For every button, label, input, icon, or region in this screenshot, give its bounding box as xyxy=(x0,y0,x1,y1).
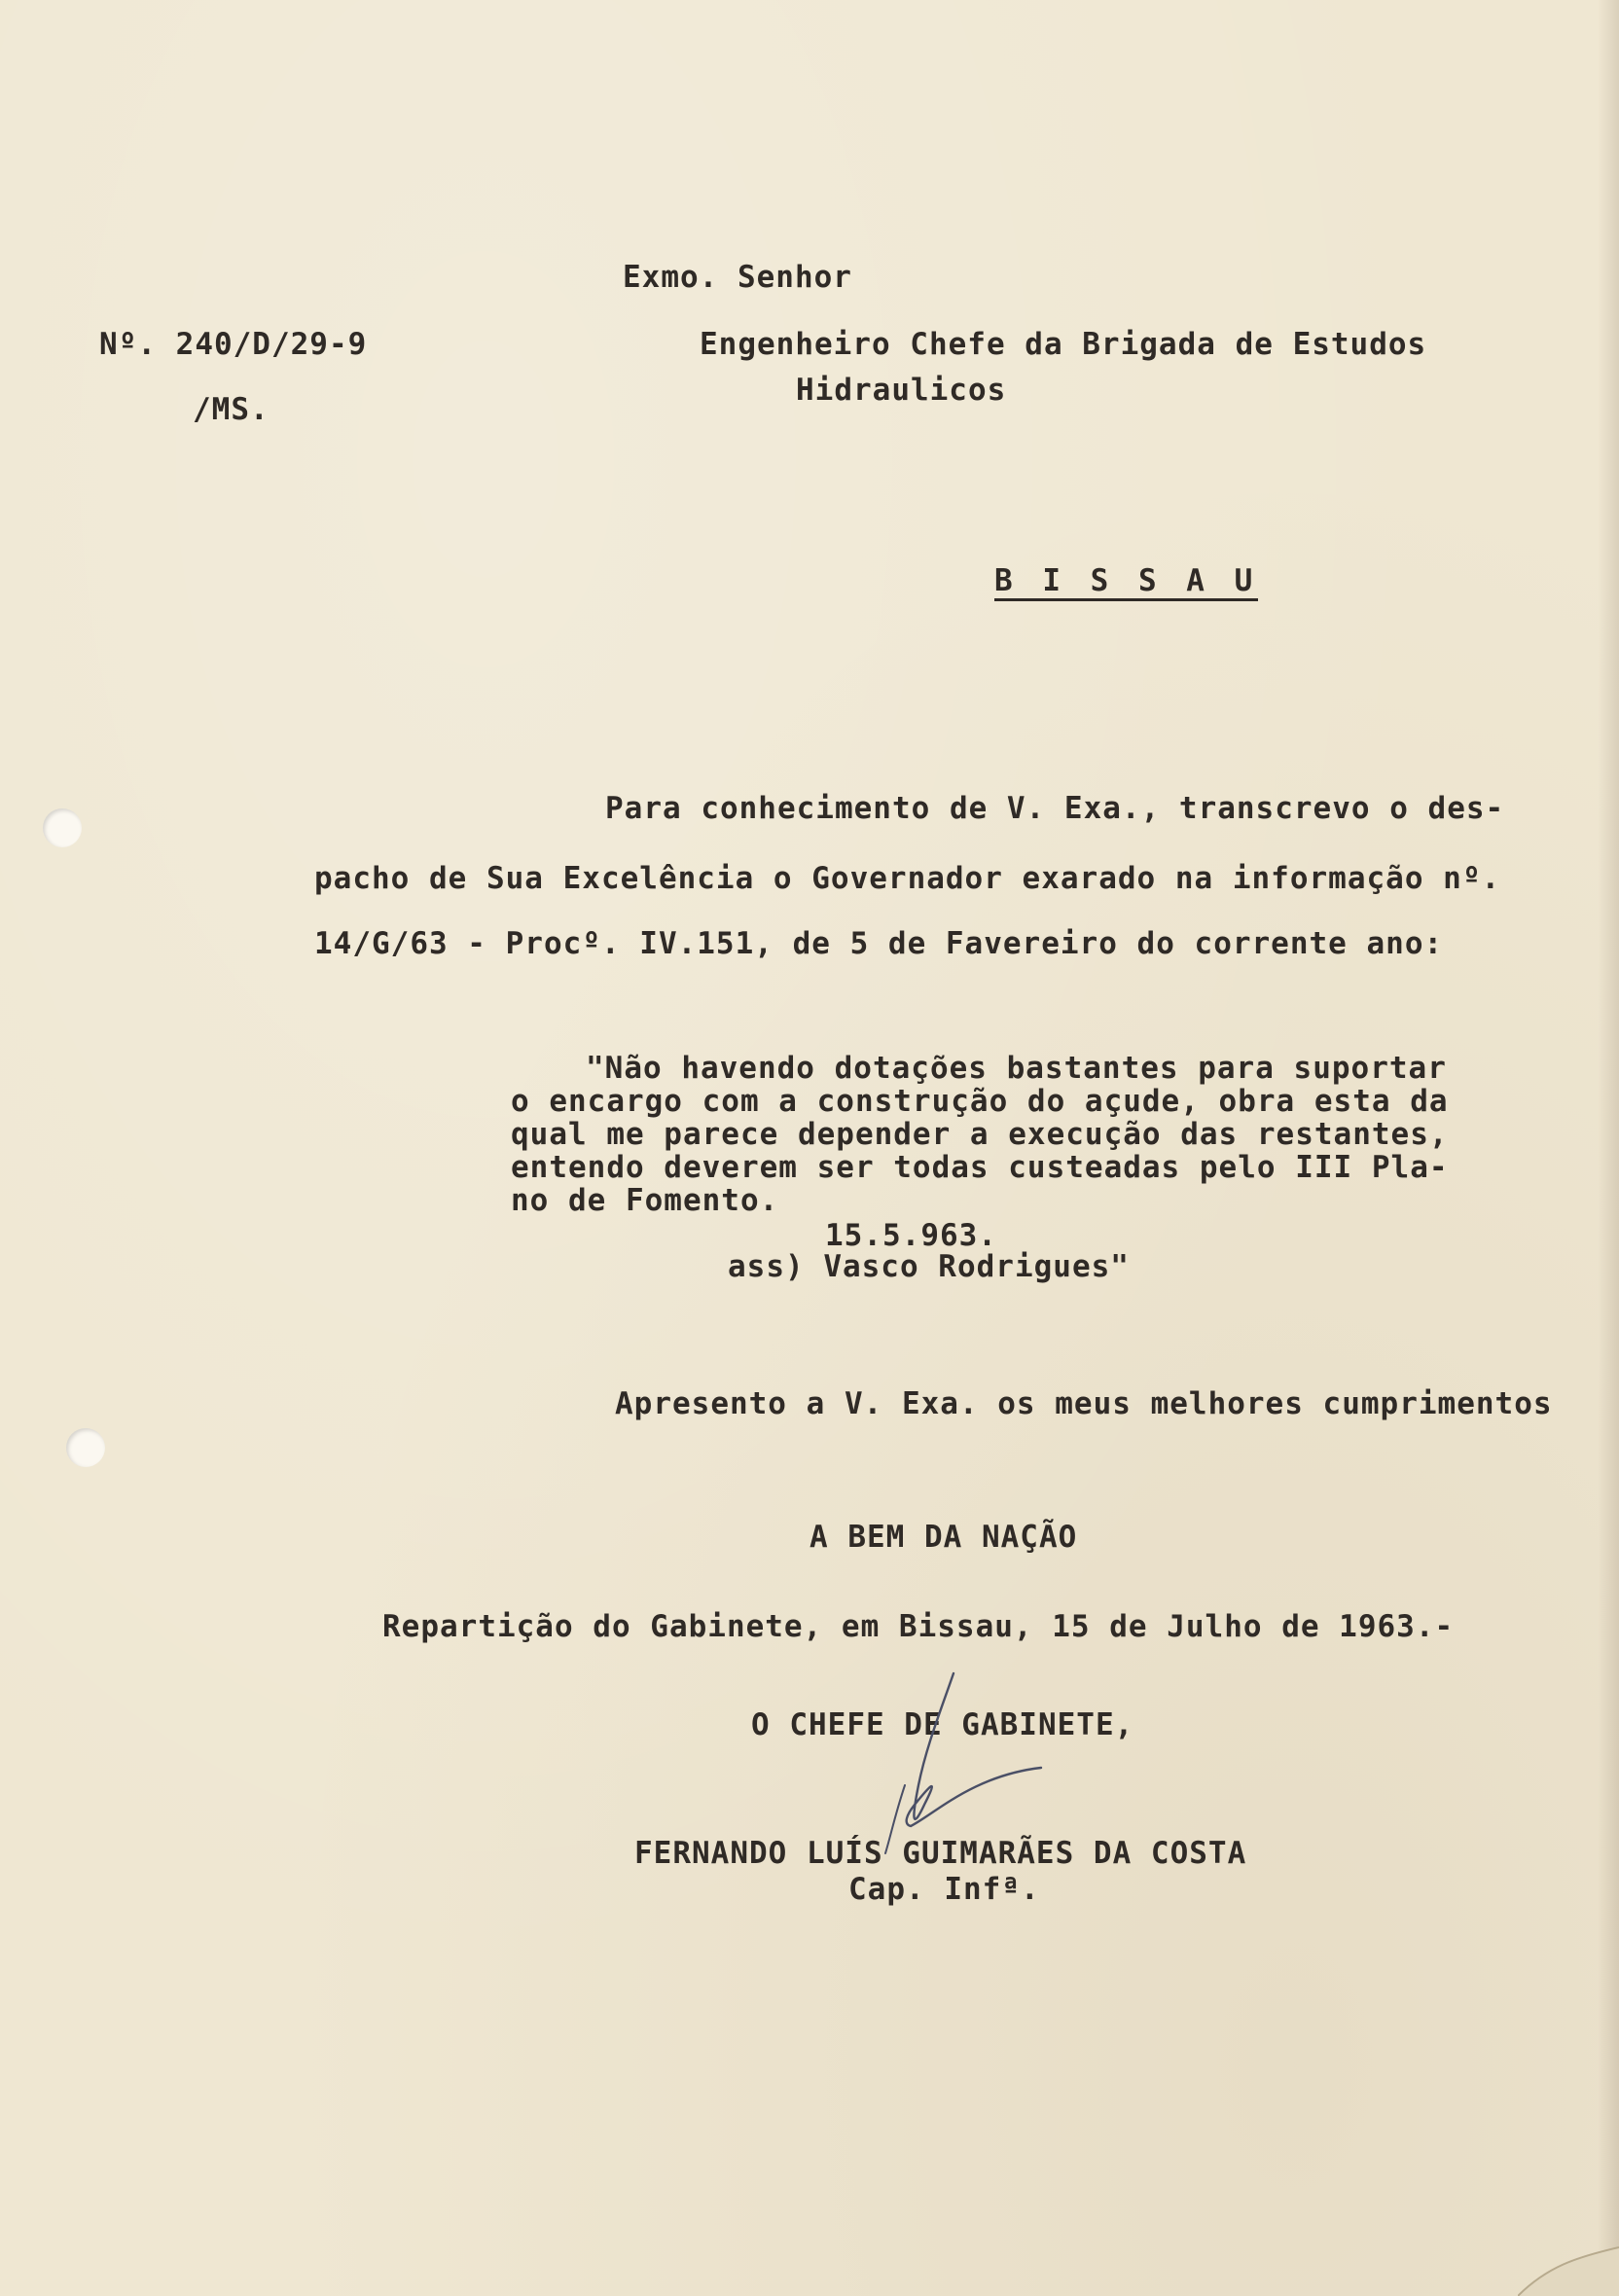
paper-edge-shadow xyxy=(1598,0,1619,2296)
punch-hole-bottom xyxy=(66,1428,105,1467)
quote-line-4: entendo deverem ser todas custeadas pelo III Pla- xyxy=(511,1150,1449,1185)
handwritten-signature xyxy=(817,1668,1090,1863)
quote-line-2: o encargo com a construção do açude, obra esta da xyxy=(511,1084,1449,1119)
signer-name: FERNANDO LUÍS GUIMARÃES DA COSTA xyxy=(634,1836,1247,1871)
paper-corner-curl xyxy=(1518,2228,1619,2296)
body-line-1: Para conhecimento de V. Exa., transcrevo o des- xyxy=(605,791,1505,826)
closing-line: Apresento a V. Exa. os meus melhores cumprimentos xyxy=(615,1386,1553,1421)
quote-signature: ass) Vasco Rodrigues" xyxy=(728,1249,1130,1284)
quote-line-3: qual me parece depender a execução das restantes, xyxy=(511,1117,1449,1152)
reference-suffix: /MS. xyxy=(193,392,270,427)
motto: A BEM DA NAÇÃO xyxy=(810,1520,1078,1555)
recipient-line-1: Engenheiro Chefe da Brigada de Estudos xyxy=(700,327,1427,362)
signer-title: O CHEFE DE GABINETE, xyxy=(751,1707,1134,1742)
punch-hole-top xyxy=(43,808,82,847)
recipient-line-2: Hidraulicos xyxy=(796,373,1007,408)
quote-date: 15.5.963. xyxy=(825,1218,997,1253)
salutation: Exmo. Senhor xyxy=(623,260,852,295)
city-heading: B I S S A U xyxy=(994,566,1258,601)
place-date-line: Repartição do Gabinete, em Bissau, 15 de Julho de 1963.- xyxy=(382,1609,1455,1644)
quote-line-5: no de Fomento. xyxy=(511,1183,779,1218)
body-line-3: 14/G/63 - Procº. IV.151, de 5 de Favereiro do corrente ano: xyxy=(314,926,1444,961)
reference-number: Nº. 240/D/29-9 xyxy=(99,327,368,362)
quote-line-1: "Não havendo dotações bastantes para suportar xyxy=(586,1051,1447,1086)
body-line-2: pacho de Sua Excelência o Governador exarado na informação nº. xyxy=(314,861,1501,896)
signer-rank: Cap. Infª. xyxy=(848,1872,1040,1907)
